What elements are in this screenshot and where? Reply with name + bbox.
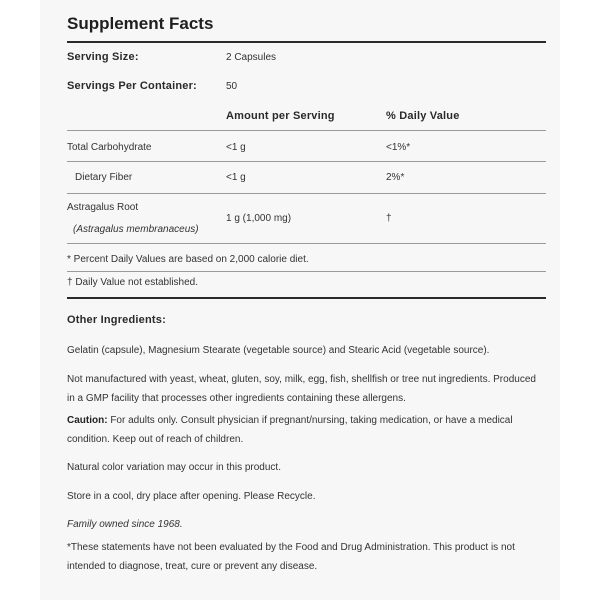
title-rule (67, 41, 546, 43)
color-variation-note: Natural color variation may occur in this product. (67, 462, 281, 473)
serving-size-label: Serving Size: (67, 51, 139, 63)
serving-size-value: 2 Capsules (226, 52, 277, 63)
caution-note (67, 411, 545, 449)
row-divider (67, 161, 546, 162)
dv-not-established-footnote: † Daily Value not established. (67, 277, 199, 288)
nutrient-daily-value: <1%* (386, 142, 411, 153)
servings-per-container-value: 50 (226, 81, 238, 92)
nutrient-daily-value: † (386, 213, 392, 224)
nutrient-daily-value: 2%* (386, 172, 405, 183)
nutrient-name: Total Carbohydrate (67, 142, 152, 153)
percent-dv-footnote: * Percent Daily Values are based on 2,000 calorie diet. (67, 254, 309, 265)
footnote-divider (67, 271, 546, 272)
family-owned-note: Family owned since 1968. (67, 519, 183, 530)
supplement-facts-title: Supplement Facts (67, 14, 214, 33)
header-divider (67, 130, 546, 131)
caution-label: Caution: (67, 415, 108, 426)
allergen-note: Not manufactured with yeast, wheat, gluten, soy, milk, egg, fish, shellfish or tree nut ingredients. Produced in a GMP facility that processes other ingredients containing these allergens. (67, 374, 536, 404)
nutrient-name: Dietary Fiber (75, 172, 133, 183)
servings-per-container-label: Servings Per Container: (67, 80, 197, 92)
caution-text: For adults only. Consult physician if pregnant/nursing, taking medication, or have a medical condition. Keep out of reach of children. (67, 415, 513, 445)
nutrient-amount: 1 g (1,000 mg) (226, 213, 292, 224)
fda-disclaimer: *These statements have not been evaluated by the Food and Drug Administration. This product is not intended to diagnose, treat, cure or prevent any disease. (67, 542, 515, 572)
row-divider (67, 243, 546, 244)
nutrient-latin-name: (Astragalus membranaceus) (73, 224, 199, 235)
facts-bottom-rule (67, 297, 546, 299)
amount-per-serving-header: Amount per Serving (226, 110, 335, 122)
other-ingredients-text: Gelatin (capsule), Magnesium Stearate (vegetable source) and Stearic Acid (vegetable source). (67, 345, 490, 356)
storage-note: Store in a cool, dry place after opening. Please Recycle. (67, 491, 316, 502)
daily-value-header: % Daily Value (386, 110, 460, 122)
nutrient-name: Astragalus Root (67, 202, 139, 213)
nutrient-amount: <1 g (226, 172, 246, 183)
row-divider (67, 193, 546, 194)
nutrient-amount: <1 g (226, 142, 246, 153)
other-ingredients-heading: Other Ingredients: (67, 314, 166, 326)
